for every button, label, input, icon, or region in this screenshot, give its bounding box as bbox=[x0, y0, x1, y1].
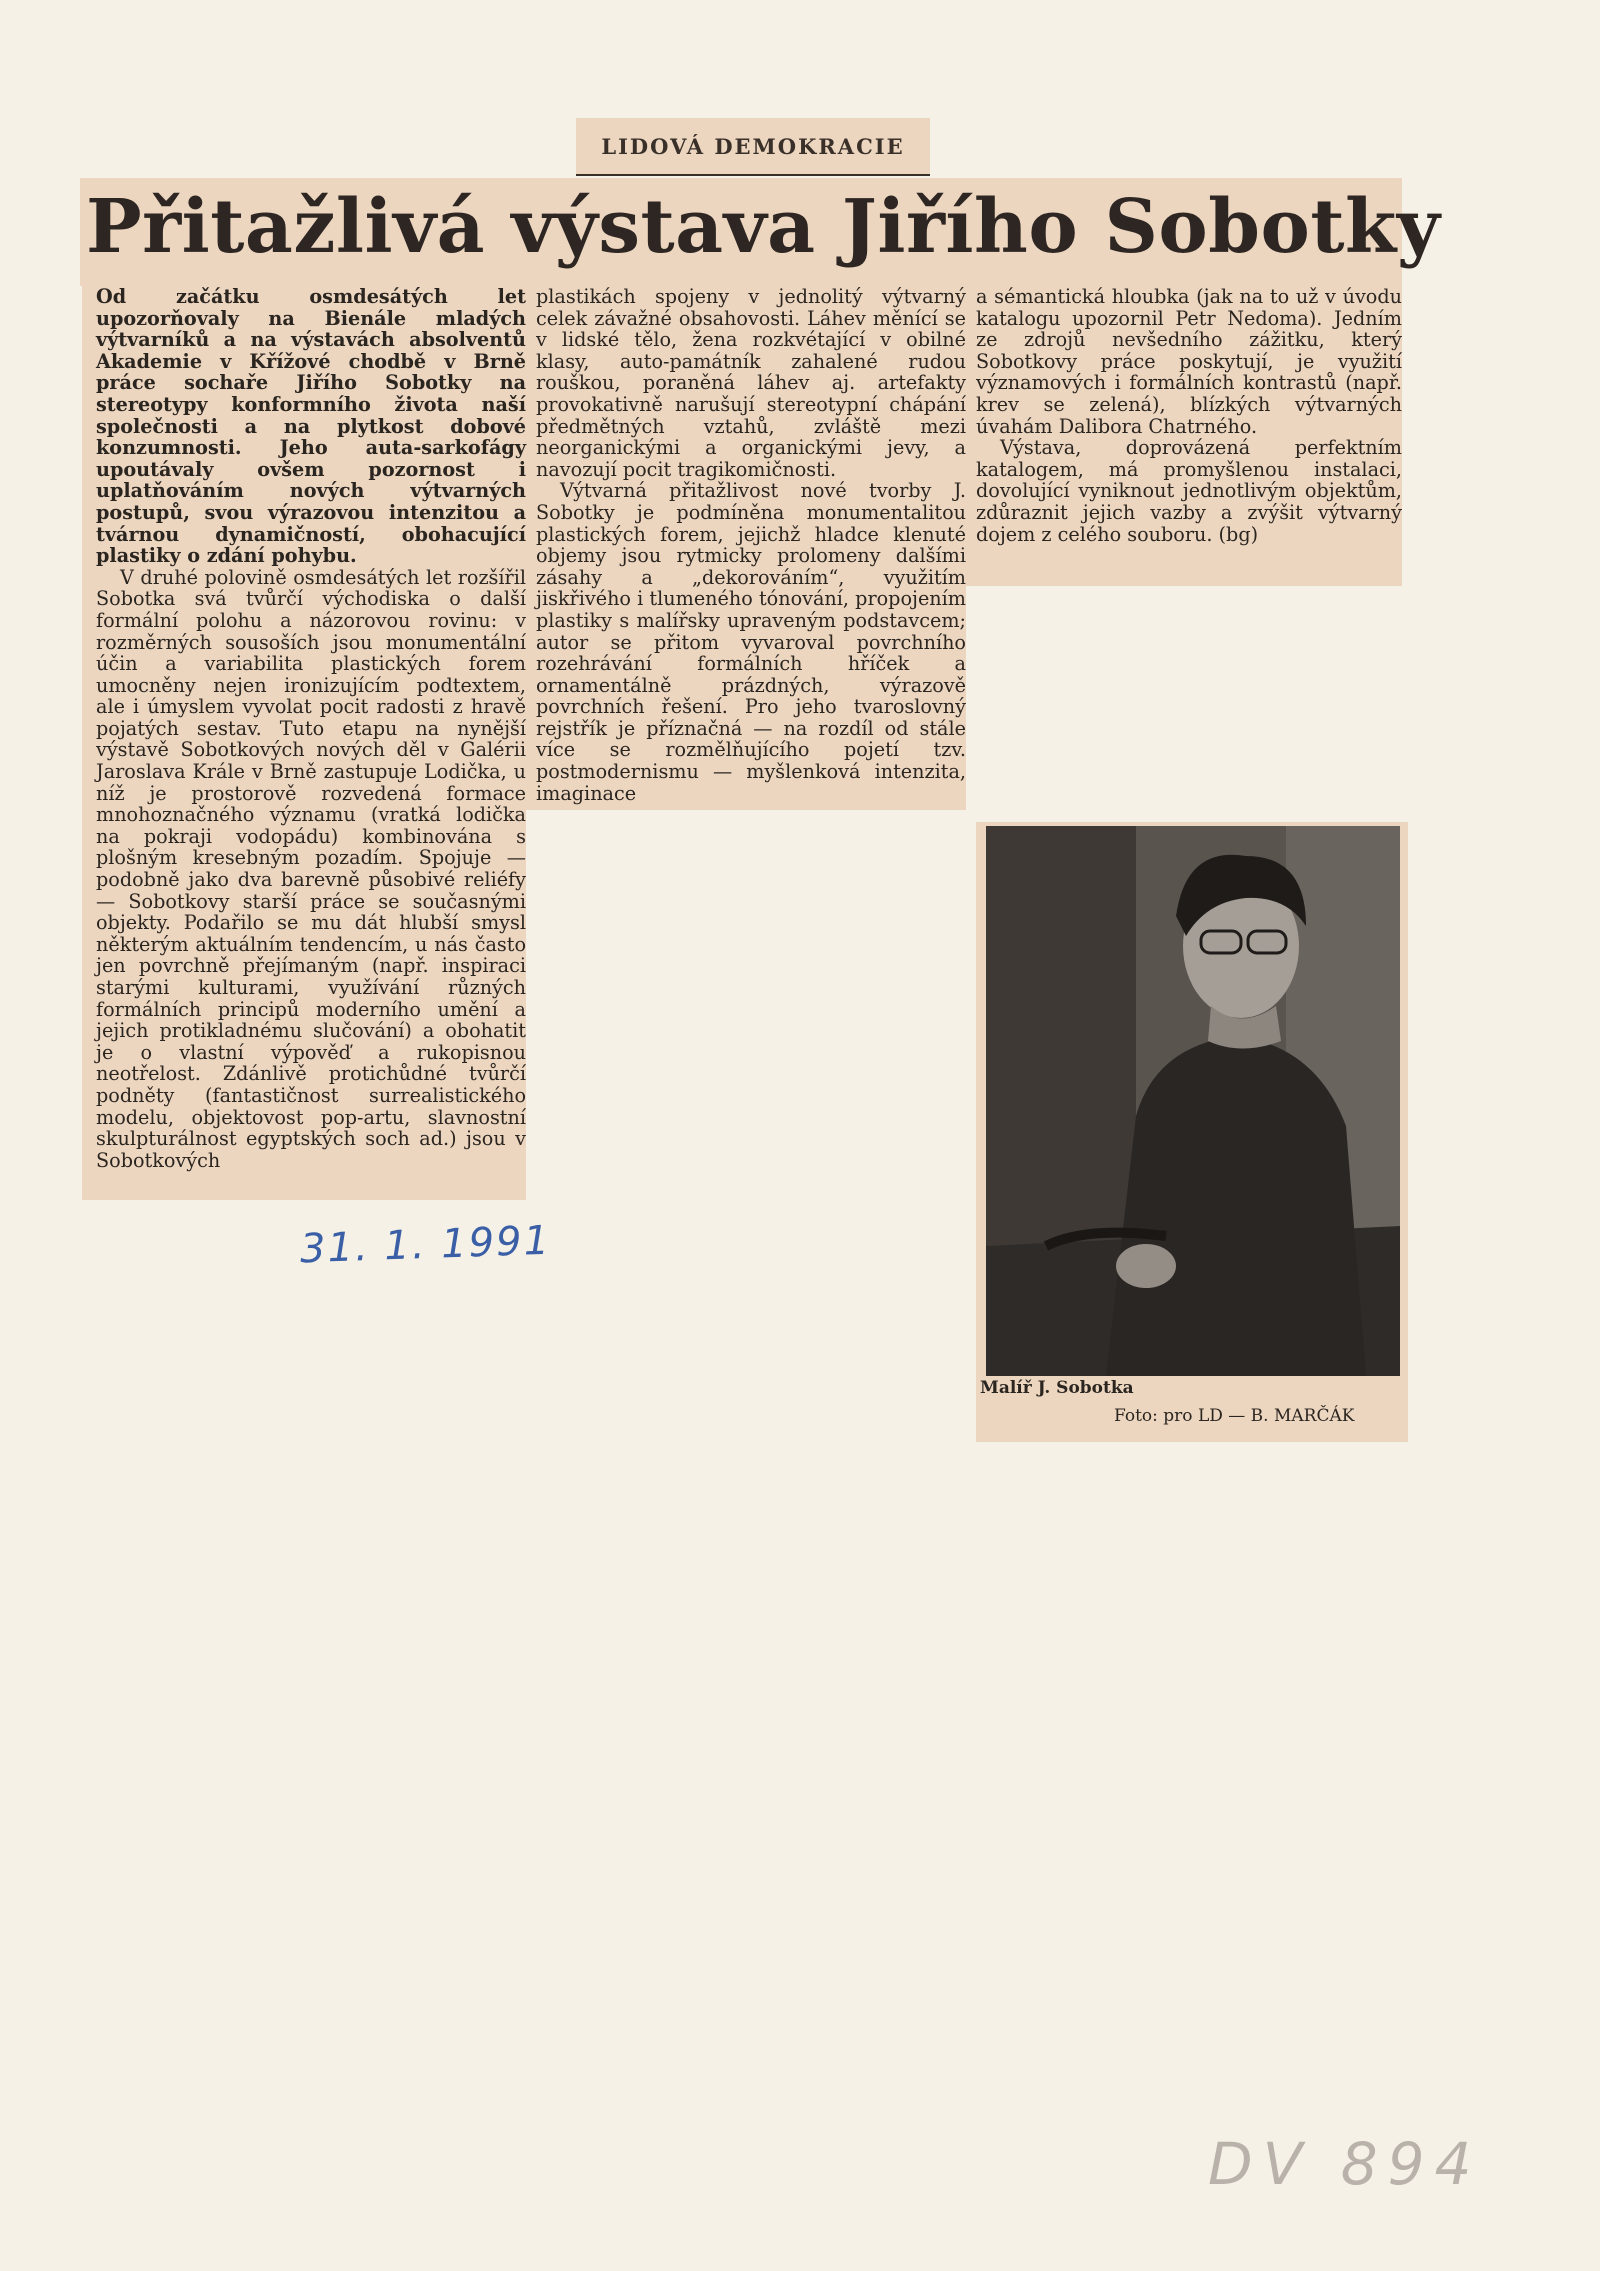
masthead bbox=[576, 118, 930, 176]
paragraph: Výstava, doprovázená perfektním katalogem, má promyšlenou instalaci, dovolující vyniknout jednotlivým objektům, zdůraznit jejich vazby a zvýšit výtvarný dojem z celého souboru. (bg) bbox=[976, 436, 1402, 546]
article-column-2 bbox=[528, 286, 974, 806]
photo-caption: Malíř J. Sobotka bbox=[980, 1378, 1134, 1398]
portrait-photo bbox=[986, 826, 1400, 1376]
paragraph: plastikách spojeny v jednolitý výtvarný celek závažné obsahovosti. Láhev měnící se v lidské tělo, žena rozkvétající v obilné klasy, auto-památník zahalené rudou rouškou, poraněná láhev aj. artefakty provokativně narušují stereotypní chápání předmětných vztahů, zvláště mezi neorganickými a organickými jevy, a navozují pocit tragikomičnosti. bbox=[536, 285, 966, 481]
handwritten-reference: DV 894 bbox=[1208, 2130, 1482, 2198]
portrait-illustration bbox=[986, 826, 1400, 1376]
headline: Přitažlivá výstava Jiřího Sobotky bbox=[86, 184, 1441, 270]
paragraph: V druhé polovině osmdesátých let rozšířil Sobotka svá tvůrčí východiska o další formální polohu a názorovou rovinu: v rozměrných sousoších jsou monumentální účin a variabilita plastických forem umocněny nejen ironizujícím podtextem, ale i úmyslem vyvolat pocit radosti z hravě pojatých sestav. Tuto etapu na nynější výstavě Sobotkových nových děl v Galérii Jaroslava Krále v Brně zastupuje Lodička, u níž je prostorově rozvedená formace mnohoznačného významu (vratká lodička na pokraji vodopádu) kombinována s plošným kresebným pozadím. Spojuje — podobně jako dva barevně působivé reliéfy — Sobotkovy starší práce se současnými objekty. Podařilo se mu dát hlubší smysl některým aktuálním tendencím, u nás často jen povrchně přejímaným (např. inspiraci starými kulturami, využívání různých formálních principů moderního umění a jejich protikladnému slučování) a obohatit je o vlastní výpověď a rukopisnou neotřelost. Zdánlivě protichůdné tvůrčí podněty (fantastičnost surrealistického modelu, objektovost pop-artu, slavnostní skulpturálnost egyptských soch ad.) jsou v Sobotkových bbox=[96, 565, 526, 1172]
photo-credit: Foto: pro LD — B. MARČÁK bbox=[1114, 1406, 1355, 1426]
masthead-title: LIDOVÁ DEMOKRACIE bbox=[601, 133, 905, 159]
paragraph: a sémantická hloubka (jak na to už v úvodu katalogu upozornil Petr Nedoma). Jedním ze zdrojů nevšedního zážitku, který Sobotkovy práce poskytují, je využití významových i formálních kontrastů (např. krev se zelená), blízkých výtvarných úvahám Dalibora Chatrného. bbox=[976, 285, 1402, 438]
handwritten-date: 31. 1. 1991 bbox=[299, 1217, 552, 1273]
paragraph: Výtvarná přitažlivost nové tvorby J. Sobotky je podmíněna monumentalitou plastických forem, jejichž hladce klenuté objemy jsou rytmicky prolomeny dalšími zásahy a „dekorováním“, využitím jiskřivého i tlumeného tónování, propojením plastiky s malířsky upraveným podstavcem; autor se přitom vyvaroval povrchního rozehrávání formálních hříček a ornamentálně prázdných, výrazově povrchních řešení. Pro jeho tvaroslovný rejstřík je příznačná — na rozdíl od stále více se rozmělňujícího pojetí tzv. postmodernismu — myšlenková intenzita, imaginace bbox=[536, 479, 966, 805]
article-column-3 bbox=[968, 286, 1410, 582]
lead-paragraph: Od začátku osmdesátých let upozorňovaly na Bienále mladých výtvarníků a na výstavách absolventů Akademie v Křížové chodbě v Brně práce sochaře Jiřího Sobotky na stereotypy konformního života naší společnosti a na plytkost dobové konzumnosti. Jeho auta-sarkofágy upoutávaly ovšem pozornost i uplatňováním nových výtvarných postupů, svou výrazovou intenzitou a tvárnou dynamičností, obohacující plastiky o zdání pohybu. bbox=[96, 285, 526, 568]
article-column-1 bbox=[88, 286, 534, 1198]
